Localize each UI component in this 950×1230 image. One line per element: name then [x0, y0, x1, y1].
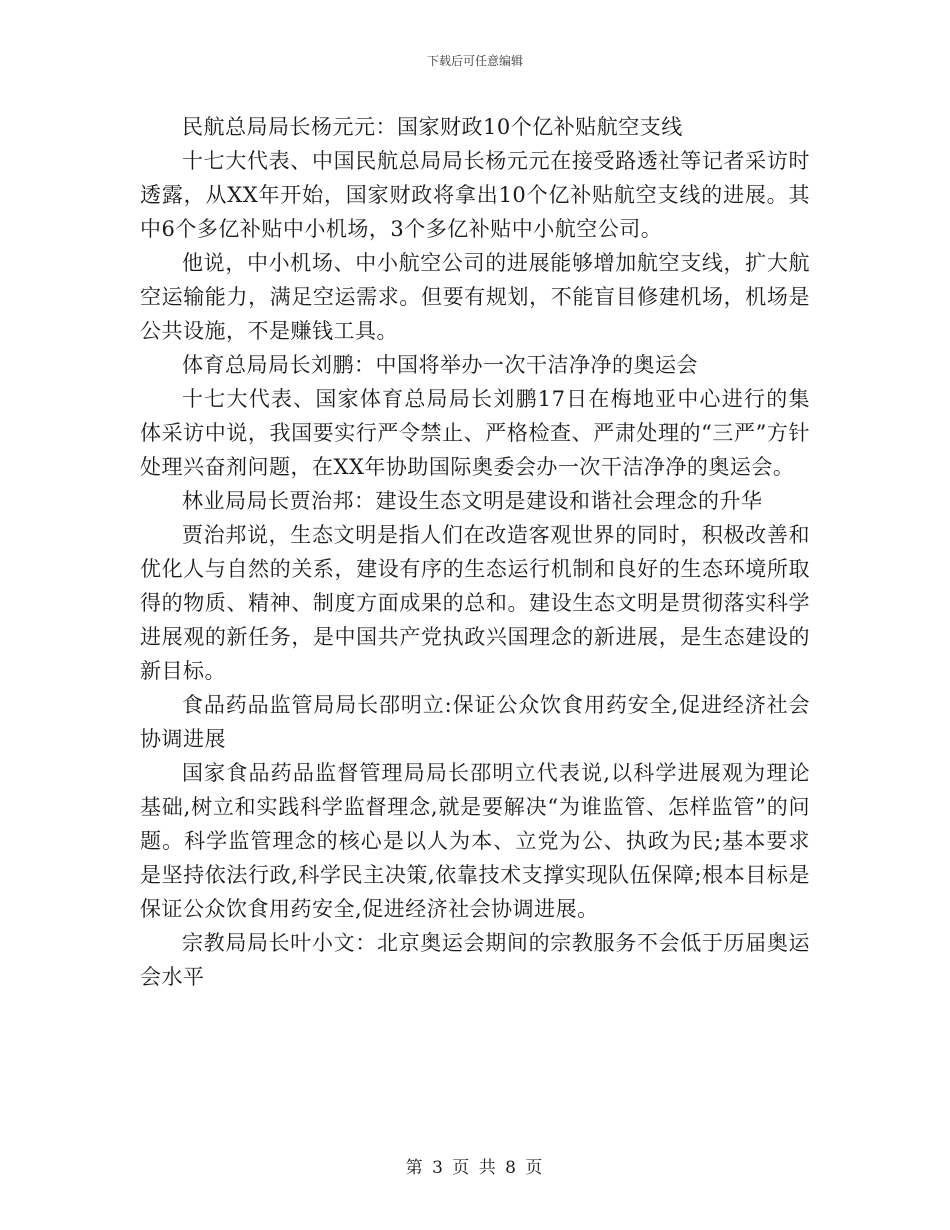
heading-forestry: 林业局局长贾治邦：建设生态文明是建设和谐社会理念的升华 — [182, 489, 763, 513]
document-body — [140, 110, 810, 994]
paragraph: 十七大代表、中国民航总局局长杨元元在接受路透社等记者采访时透露，从XX年开始，国家财政将拿出10个亿补贴航空支线的进展。其中6个多亿补贴中小机场，3个多亿补贴中小航空公司。 — [140, 149, 810, 241]
page-number: 第 3 页 共 8 页 — [405, 1158, 545, 1178]
paragraph: 国家食品药品监督管理局局长邵明立代表说,以科学进展观为理论基础,树立和实践科学监督理念,就是要解决“为谁监管、怎样监管”的问题。科学监管理念的核心是以人为本、立党为公、执政为民;基本要求是坚持依法行政,科学民主决策,依靠技术支撑实现队伍保障;根本目标是保证公众饮食用药安全,促进经济社会协调进展。 — [140, 761, 810, 921]
paragraph: 十七大代表、国家体育总局局长刘鹏17日在梅地亚中心进行的集体采访中说，我国要实行严令禁止、严格检查、严肃处理的“三严”方针处理兴奋剂问题，在XX年协助国际奥委会办一次干洁净净的奥运会。 — [140, 387, 810, 479]
heading-religion: 宗教局局长叶小文：北京奥运会期间的宗教服务不会低于历届奥运会水平 — [140, 931, 810, 989]
paragraph: 贾治邦说，生态文明是指人们在改造客观世界的同时，积极改善和优化人与自然的关系，建设有序的生态运行机制和良好的生态环境所取得的物质、精神、制度方面成果的总和。建设生态文明是贯彻落实科学进展观的新任务，是中国共产党执政兴国理念的新进展，是生态建设的新目标。 — [140, 523, 810, 683]
heading-civil-aviation: 民航总局局长杨元元：国家财政10个亿补贴航空支线 — [182, 115, 683, 139]
header-note: 下载后可任意编辑 — [426, 54, 523, 68]
heading-food-drug: 食品药品监管局局长邵明立:保证公众饮食用药安全,促进经济社会协调进展 — [140, 693, 810, 751]
paragraph: 他说，中小机场、中小航空公司的进展能够增加航空支线，扩大航空运输能力，满足空运需求。但要有规划，不能盲目修建机场，机场是公共设施，不是赚钱工具。 — [140, 251, 810, 343]
heading-sports: 体育总局局长刘鹏：中国将举办一次干洁净净的奥运会 — [182, 353, 698, 377]
